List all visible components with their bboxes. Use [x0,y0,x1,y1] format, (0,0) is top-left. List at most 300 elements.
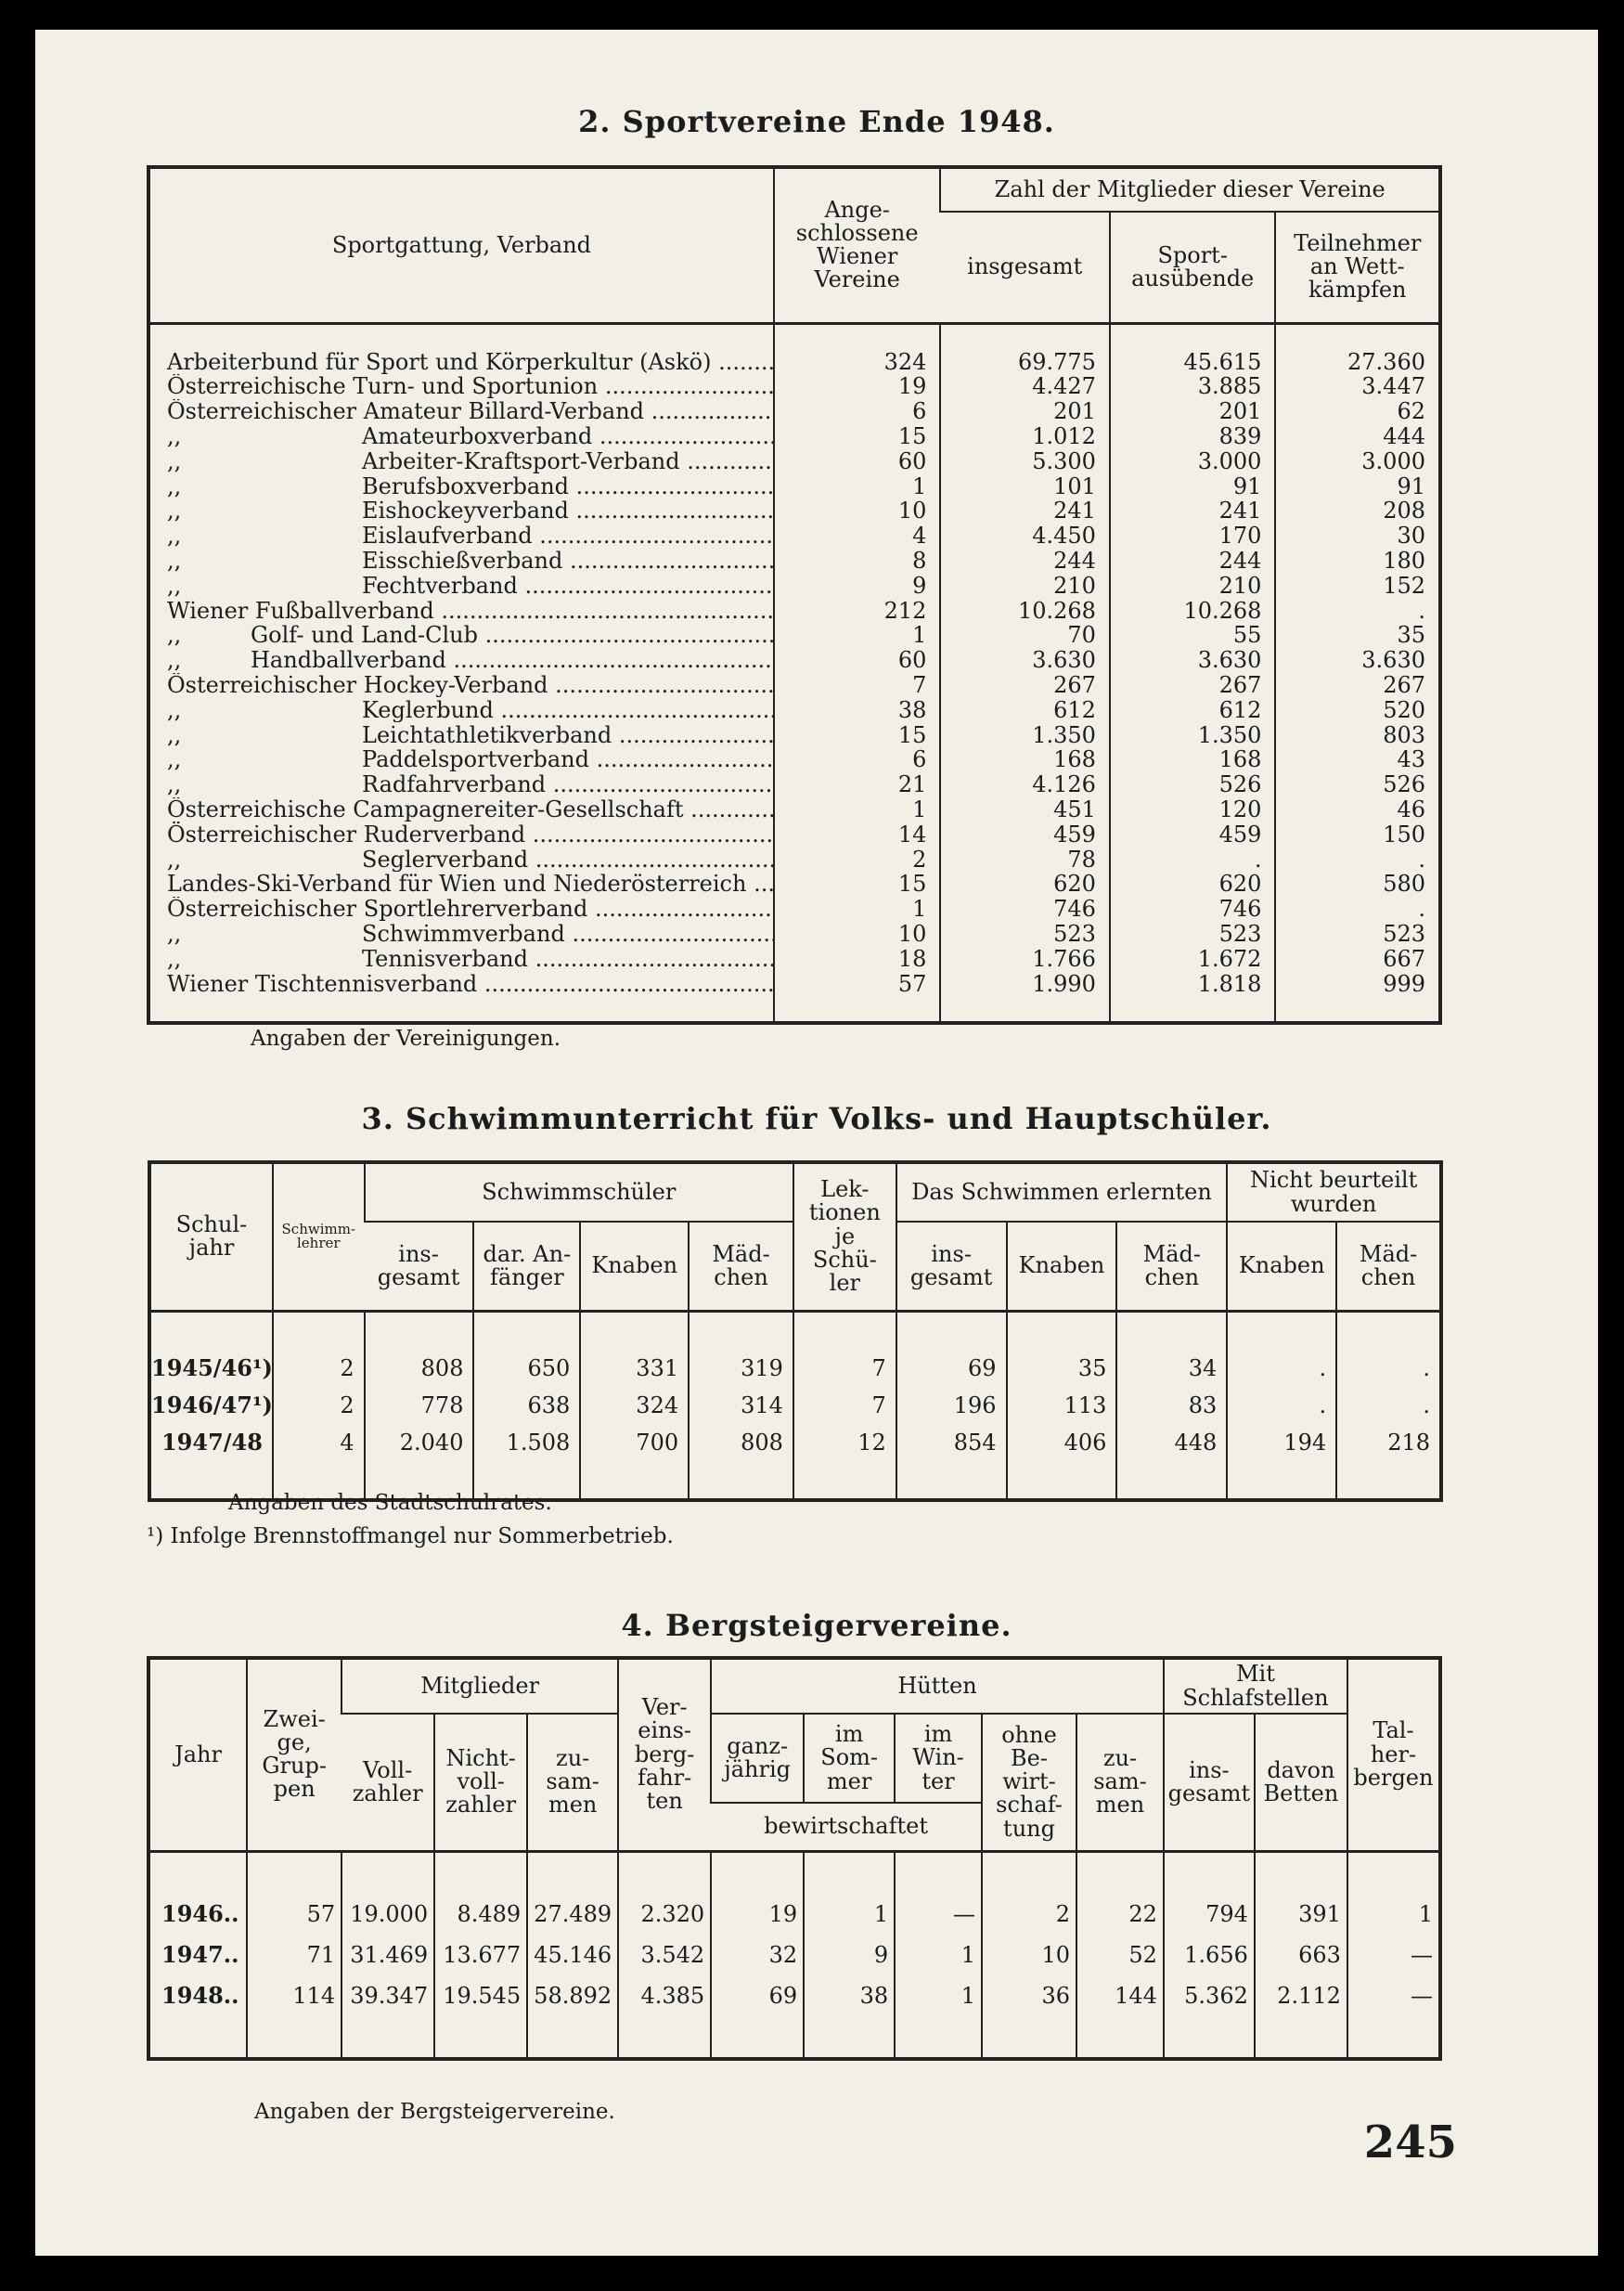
table-row [148,797,1440,822]
ditto-mark: ,, [167,523,182,549]
cell-value: 2.320 [618,1894,711,1935]
col-total: insgesamt [940,212,1110,323]
year: 1947 [161,1941,224,1968]
cell-value: 778 [365,1387,474,1424]
cell-value: 201 [1110,399,1276,424]
ditto-mark: ,, [167,647,182,673]
section3-source: Angaben des Stadtschulrates. [228,1491,552,1515]
sport-name: Golf- und Land-Club ..... [251,623,774,648]
school-year: 1945/46¹) [151,1354,273,1381]
cell-value: 6 [774,747,941,772]
cell-value: 808 [365,1350,474,1387]
table-row [148,648,1440,673]
cell-value: 52 [1076,1935,1164,1975]
sport-name: Leichtathletikverband ..... [362,722,774,747]
page-number: 245 [1363,2116,1457,2168]
cell-value: 57 [774,971,941,996]
table-row [148,971,1440,996]
cell-value: 241 [940,498,1110,524]
cell-value: 520 [1275,697,1440,722]
sport-label [148,922,774,947]
cell-value: 194 [1227,1424,1336,1461]
cell-value: . [1110,847,1276,872]
cell-value: 22 [1076,1894,1164,1935]
sport-name: Österreichische Campagnereiter-Gesellschaft ..... [167,797,774,822]
sport-label [148,772,774,797]
col-girls: Mäd- chen [689,1222,793,1311]
sport-name: Paddelsportverband ..... [362,747,774,772]
cell-value: 91 [1275,473,1440,498]
table-row [148,399,1440,424]
cell-value: . [1336,1387,1441,1424]
cell-value: 331 [580,1350,689,1387]
cell-value: 196 [896,1387,1007,1424]
table-row [148,549,1440,574]
table-row [148,1975,1440,2016]
cell-value: — [1347,1975,1440,2016]
cell-value: 650 [473,1350,580,1387]
school-year: 1947/48 [161,1429,263,1456]
table-row [148,772,1440,797]
cell-value: 314 [689,1387,793,1424]
sport-name: Wiener Fußballverband ..... [167,598,774,623]
table-row [148,872,1440,897]
sport-name: Berufsboxverband ..... [362,473,774,498]
table-row [148,697,1440,722]
ditto-mark: ,, [167,623,182,648]
cell-value: 5.300 [940,448,1110,473]
ditto-mark: ,, [167,548,182,574]
sport-name: Tennisverband ..... [362,946,774,971]
cell-value: . [1275,598,1440,623]
ditto-mark: ,, [167,946,182,972]
col-group-members: Zahl der Mitglieder dieser Vereine [940,167,1440,212]
cell-value: 2.112 [1255,1975,1347,2016]
cell-value: 45.615 [1110,349,1276,374]
col-group-sleeping: Mit Schlafstellen [1164,1658,1347,1714]
cell-value: 18 [774,946,941,971]
cell-value: 60 [774,448,941,473]
col-members-sum: zu- sam- men [527,1714,618,1851]
cell-value: 1.656 [1164,1935,1255,1975]
cell-value: 180 [1275,549,1440,574]
col-boys: Knaben [580,1222,689,1311]
cell-value: 35 [1007,1350,1117,1387]
col-beds-total: ins- gesamt [1164,1714,1255,1851]
cell-value: 201 [940,399,1110,424]
table-row [148,473,1440,498]
cell-value: 612 [1110,697,1276,722]
cell-value: 43 [1275,747,1440,772]
cell-value: 526 [1275,772,1440,797]
sport-name: Keglerbund ..... [362,697,774,722]
sport-name: Handballverband ..... [251,648,774,673]
table-row [148,1894,1440,1935]
cell-value: 523 [1110,922,1276,947]
col-learned-boys: Knaben [1007,1222,1117,1311]
col-competitors: Teilnehmer an Wett- kämpfen [1275,212,1440,323]
cell-value: 451 [940,797,1110,822]
cell-value: . [1275,847,1440,872]
cell-value: 32 [711,1935,804,1975]
col-beginners: dar. An- fänger [473,1222,580,1311]
sport-label [148,448,774,473]
sport-label [148,847,774,872]
section4-source: Angaben der Bergsteigervereine. [254,2100,615,2124]
cell-value: 839 [1110,424,1276,449]
cell-value: 580 [1275,872,1440,897]
cell-value: 36 [982,1975,1076,2016]
table-row [148,424,1440,449]
cell-value: 39.347 [342,1975,434,2016]
sports-clubs-table [147,165,1442,1025]
cell-value: 55 [1110,623,1276,648]
cell-value: 10.268 [940,598,1110,623]
sport-label [148,697,774,722]
cell-value: 6 [774,399,941,424]
col-summer: im Som- mer [804,1714,895,1803]
cell-value: 10 [774,498,941,524]
cell-value: 150 [1275,822,1440,847]
cell-value: 1.990 [940,971,1110,996]
sport-name: Wiener Tischtennisverband ..... [167,971,774,996]
cell-value: 391 [1255,1894,1347,1935]
cell-value: 218 [1336,1424,1441,1461]
cell-value: 35 [1275,623,1440,648]
table-row [148,573,1440,598]
col-unmanaged: ohne Be- wirt- schaf- tung [982,1714,1076,1851]
cell-value: 803 [1275,722,1440,747]
ditto-mark: ,, [167,847,182,873]
cell-value: 746 [1110,897,1276,922]
cell-value: 34 [1116,1350,1227,1387]
cell-value: 19.545 [434,1975,527,2016]
cell-value: 30 [1275,524,1440,549]
cell-value: 241 [1110,498,1276,524]
col-clubs: Ange- schlossene Wiener Vereine [774,167,941,323]
section3-footnote: ¹) Infolge Brennstoffmangel nur Sommerbetrieb. [147,1524,674,1548]
year-cell: 1948.. [161,1982,239,2009]
cell-value: 444 [1275,424,1440,449]
sport-name: Eisschießverband ..... [362,549,774,574]
cell-value: 3.630 [1275,648,1440,673]
cell-value: 38 [774,697,941,722]
cell-value: 1 [774,473,941,498]
sport-name: Österreichische Turn- und Sportunion ..... [167,374,774,399]
sport-label [148,498,774,524]
col-branches: Zwei- ge, Grup- pen [247,1658,342,1851]
col-non-full-payers: Nicht- voll- zahler [434,1714,527,1851]
year-cell: 1946.. [161,1900,239,1927]
cell-value: 15 [774,872,941,897]
table-row [148,374,1440,399]
cell-value: 2 [774,847,941,872]
swimming-lessons-table [148,1160,1443,1502]
cell-value: 2.040 [365,1424,474,1461]
table-row [148,897,1440,922]
cell-value: 120 [1110,797,1276,822]
col-year: Jahr [148,1658,247,1851]
cell-value: 45.146 [527,1935,618,1975]
cell-value: 1.508 [473,1424,580,1461]
ditto-mark: ,, [167,448,182,474]
cell-value: 794 [1164,1894,1255,1935]
cell-value: 1 [774,623,941,648]
table-row [148,673,1440,698]
cell-value: 57 [247,1894,342,1935]
cell-value: 3.000 [1275,448,1440,473]
col-not-girls: Mäd- chen [1336,1222,1441,1311]
cell-value: 78 [940,847,1110,872]
cell-value: 620 [940,872,1110,897]
cell-value: 620 [1110,872,1276,897]
cell-value: 1 [804,1894,895,1935]
cell-value: 7 [774,673,941,698]
table-row [148,598,1440,623]
col-not-boys: Knaben [1227,1222,1336,1311]
cell-value: 13.677 [434,1935,527,1975]
table-row [149,1424,1441,1461]
cell-value: 324 [774,349,941,374]
cell-value: 113 [1007,1387,1117,1424]
cell-value: 1 [895,1935,982,1975]
cell-value: 114 [247,1975,342,2016]
col-learned-girls: Mäd- chen [1116,1222,1227,1311]
sport-label [148,473,774,498]
table-row [148,349,1440,374]
cell-value: 14 [774,822,941,847]
cell-value: 69.775 [940,349,1110,374]
sport-label [148,524,774,549]
cell-value: 746 [940,897,1110,922]
sport-name: Landes-Ski-Verband für Wien und Niederösterreich ..... [167,872,774,897]
year: 1948 [161,1982,224,2009]
cell-value: 101 [940,473,1110,498]
cell-value: 69 [711,1975,804,2016]
cell-value: 1.818 [1110,971,1276,996]
cell-value: 244 [940,549,1110,574]
table-row [148,524,1440,549]
col-hostels: Tal- her- bergen [1347,1658,1440,1851]
section2-source: Angaben der Vereinigungen. [251,1027,561,1051]
cell-value: 4.427 [940,374,1110,399]
cell-value: 10 [982,1935,1076,1975]
cell-value: 2 [982,1894,1076,1935]
cell-value: 459 [940,822,1110,847]
year: 1946 [161,1900,224,1927]
col-group-not-assessed: Nicht beurteilt wurden [1227,1162,1441,1222]
cell-value: 1 [1347,1894,1440,1935]
cell-value: — [1347,1935,1440,1975]
cell-value: 208 [1275,498,1440,524]
table-row [148,1935,1440,1975]
cell-value: 168 [940,747,1110,772]
cell-value: 4 [774,524,941,549]
cell-value: 21 [774,772,941,797]
col-active: Sport- ausübende [1110,212,1276,323]
cell-value: 1.350 [940,722,1110,747]
sport-label [148,573,774,598]
col-sport: Sportgattung, Verband [148,167,774,323]
cell-value: 459 [1110,822,1276,847]
cell-value: 2 [273,1387,365,1424]
cell-value: 4.385 [618,1975,711,2016]
col-group-huts: Hütten [711,1658,1164,1714]
table-row [148,922,1440,947]
cell-value: 27.489 [527,1894,618,1935]
cell-value: 8 [774,549,941,574]
cell-value: 319 [689,1350,793,1387]
cell-value: 15 [774,424,941,449]
sport-name: Eishockeyverband ..... [362,498,774,524]
cell-value: 12 [793,1424,896,1461]
col-group-learned: Das Schwimmen erlernten [896,1162,1228,1222]
cell-value: 69 [896,1350,1007,1387]
sport-name: Arbeiterbund für Sport und Körperkultur (Askö) ..... [167,349,774,374]
cell-value: 663 [1255,1935,1347,1975]
sport-name: Arbeiter-Kraftsport-Verband ..... [362,448,774,473]
cell-value: 267 [940,673,1110,698]
cell-value: 19 [711,1894,804,1935]
col-huts-sum: zu- sam- men [1076,1714,1164,1851]
sport-name: Eislaufverband ..... [362,524,774,549]
cell-value: 83 [1116,1387,1227,1424]
cell-value: 700 [580,1424,689,1461]
ditto-mark: ,, [167,697,182,723]
sport-label [148,424,774,449]
col-club-trips: Ver- eins- berg- fahr- ten [618,1658,711,1851]
cell-value: 667 [1275,946,1440,971]
sport-label [148,946,774,971]
cell-value: 19.000 [342,1894,434,1935]
cell-value: 523 [1275,922,1440,947]
cell-value: 999 [1275,971,1440,996]
table-row [148,448,1440,473]
sport-name: Schwimmverband ..... [362,922,774,947]
cell-value: . [1227,1387,1336,1424]
col-swim-teachers: Schwimm- lehrer [273,1162,365,1311]
table-row [148,722,1440,747]
col-school-year: Schul- jahr [149,1162,273,1311]
ditto-mark: ,, [167,573,182,599]
sport-name: Seglerverband ..... [362,847,774,872]
cell-value: . [1336,1350,1441,1387]
col-learned-total: ins- gesamt [896,1222,1007,1311]
cell-value: 267 [1110,673,1276,698]
cell-value: 526 [1110,772,1276,797]
ditto-mark: ,, [167,423,182,449]
ditto-mark: ,, [167,747,182,772]
table-row [149,1387,1441,1424]
col-full-payers: Voll- zahler [342,1714,434,1851]
cell-value: 144 [1076,1975,1164,2016]
sport-name: Fechtverband ..... [362,573,774,598]
section2-title: 2. Sportvereine Ende 1948. [578,104,1055,139]
cell-value: 267 [1275,673,1440,698]
cell-value: 8.489 [434,1894,527,1935]
sport-label [148,623,774,648]
cell-value: 71 [247,1935,342,1975]
cell-value: 210 [940,573,1110,598]
cell-value: 10.268 [1110,598,1276,623]
cell-value: 324 [580,1387,689,1424]
cell-value: 2 [273,1350,365,1387]
col-beds: davon Betten [1255,1714,1347,1851]
cell-value: 62 [1275,399,1440,424]
cell-value: 1 [774,797,941,822]
col-group-members: Mitglieder [342,1658,618,1714]
cell-value: 5.362 [1164,1975,1255,2016]
cell-value: 58.892 [527,1975,618,2016]
cell-value: 3.542 [618,1935,711,1975]
cell-value: 10 [774,922,941,947]
table-row [148,822,1440,847]
col-managed: bewirtschaftet [711,1803,982,1851]
cell-value: 3.630 [940,648,1110,673]
cell-value: 212 [774,598,941,623]
cell-value: 31.469 [342,1935,434,1975]
ditto-mark: ,, [167,771,182,797]
cell-value: 3.447 [1275,374,1440,399]
mountaineering-clubs-table [147,1656,1442,2061]
cell-value: 210 [1110,573,1276,598]
cell-value: 152 [1275,573,1440,598]
cell-value: 46 [1275,797,1440,822]
cell-value: — [895,1894,982,1935]
cell-value: 1.012 [940,424,1110,449]
cell-value: 60 [774,648,941,673]
sport-name: Österreichischer Amateur Billard-Verband ..... [167,399,774,424]
section4-title: 4. Bergsteigervereine. [621,1608,1012,1643]
document-page [35,30,1598,2256]
ditto-mark: ,, [167,921,182,947]
cell-value: 612 [940,697,1110,722]
cell-value: 3.630 [1110,648,1276,673]
cell-value: 523 [940,922,1110,947]
cell-value: 1 [774,897,941,922]
table-row [148,498,1440,524]
col-lessons: Lek- tionen je Schü- ler [793,1162,896,1311]
cell-value: 4.126 [940,772,1110,797]
cell-value: 168 [1110,747,1276,772]
cell-value: 3.885 [1110,374,1276,399]
school-year: 1946/47¹) [151,1391,273,1418]
col-group-swim-students: Schwimmschüler [365,1162,793,1222]
cell-value: 1.350 [1110,722,1276,747]
table-row [148,623,1440,648]
sport-name: Radfahrverband ..... [362,772,774,797]
cell-value: 4 [273,1424,365,1461]
cell-value: 3.000 [1110,448,1276,473]
cell-value: . [1227,1350,1336,1387]
col-total: ins- gesamt [365,1222,474,1311]
cell-value: 9 [774,573,941,598]
table-row [148,847,1440,872]
sport-label [148,722,774,747]
cell-value: 244 [1110,549,1276,574]
cell-value: 7 [793,1387,896,1424]
cell-value: 91 [1110,473,1276,498]
ditto-mark: ,, [167,722,182,748]
sport-name: Amateurboxverband ..... [362,424,774,449]
col-year-round: ganz- jährig [711,1714,804,1803]
sport-name: Österreichischer Sportlehrerverband ..... [167,897,774,922]
cell-value: 27.360 [1275,349,1440,374]
cell-value: 7 [793,1350,896,1387]
cell-value: 1.672 [1110,946,1276,971]
table-row [148,747,1440,772]
sport-label [148,648,774,673]
